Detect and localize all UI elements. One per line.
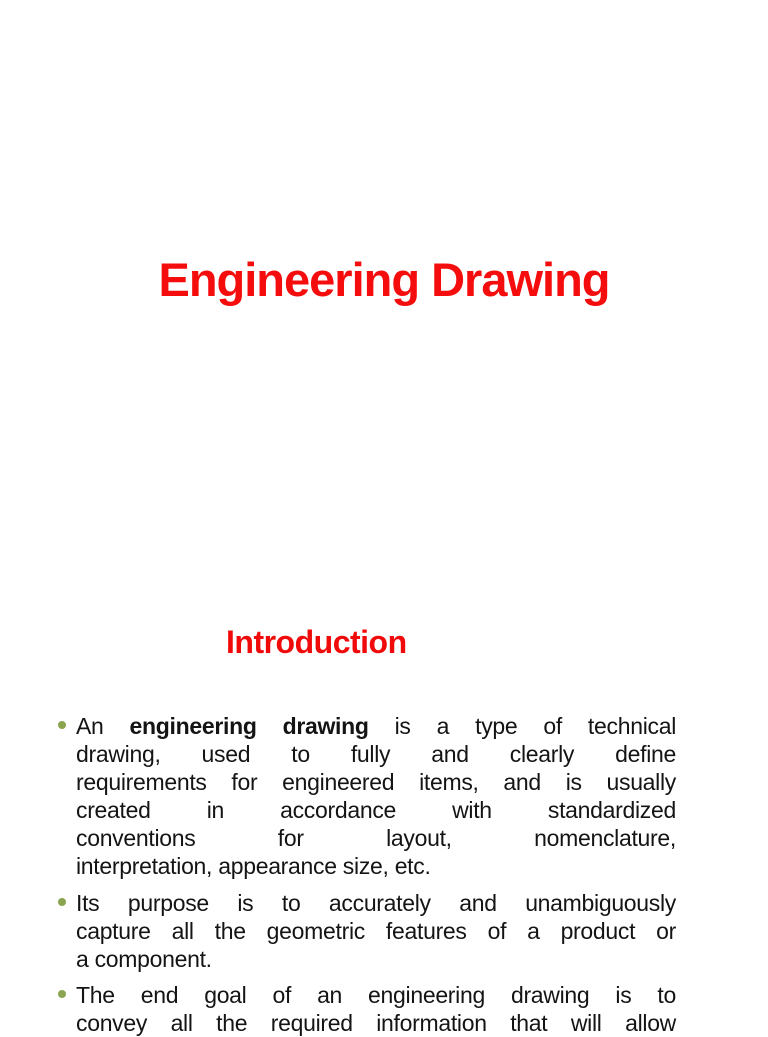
bullet-icon [58,898,66,906]
slide-title: Engineering Drawing [158,253,610,306]
bullet-line: a component. [76,946,212,972]
bullet-line: capture all the geometric features of a product or [76,918,676,944]
bullet-line: The end goal of an engineering drawing is to [76,982,676,1008]
bullet-icon [58,990,66,998]
bullet-line: conventions for layout, nomenclature, [76,825,676,851]
bullet-line: created in accordance with standardized [76,797,676,823]
bold-term: engineering drawing [129,713,369,739]
bullet-line: interpretation, appearance size, etc. [76,853,431,879]
bullet-line: drawing, used to fully and clearly define [76,741,676,767]
bullet-item [58,981,698,1037]
bullet-item [58,712,698,880]
section-heading: Introduction [226,624,407,660]
bullet-line: requirements for engineered items, and is usually [76,769,676,795]
bullet-line: convey all the required information that will allow [76,1010,676,1036]
bullet-item [58,889,698,973]
bullet-line: An engineering drawing is a type of technical [76,713,676,739]
bullet-icon [58,721,66,729]
bullet-line: Its purpose is to accurately and unambiguously [76,890,676,916]
